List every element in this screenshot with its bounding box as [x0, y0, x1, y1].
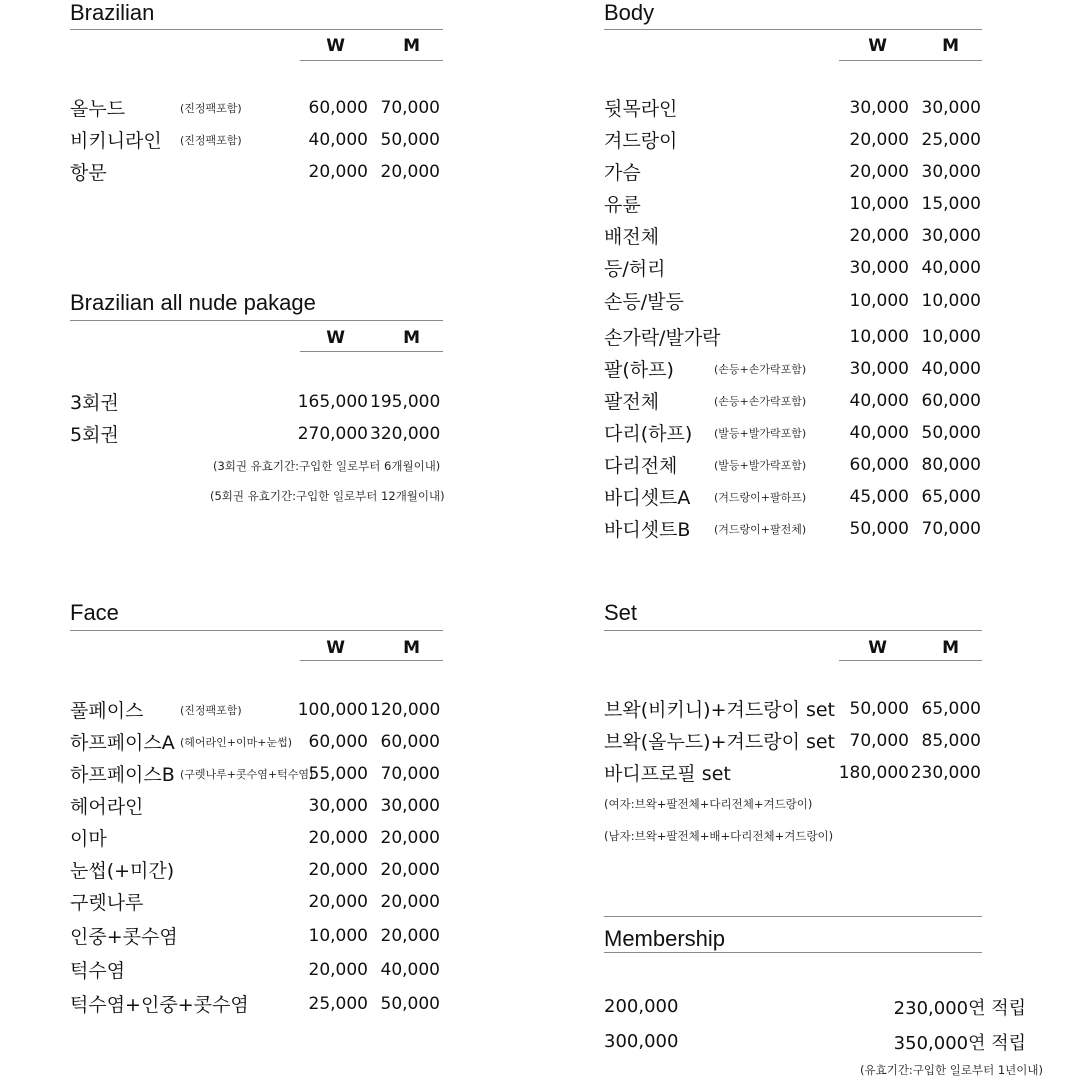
price-w: 20,000: [849, 162, 909, 182]
price-w: 50,000: [849, 699, 909, 719]
set-note: (남자:브왁+팔전체+배+다리전체+겨드랑이): [604, 829, 834, 843]
package-title: Brazilian all nude pakage: [70, 290, 316, 315]
price-w: 20,000: [308, 828, 368, 848]
item-note: (발등+발가락포함): [714, 459, 807, 472]
divider: [300, 660, 443, 661]
item-name: 등/허리: [604, 258, 666, 280]
price-m: 195,000: [370, 392, 441, 412]
item-note: (진정팩포함): [180, 704, 242, 717]
divider: [839, 660, 982, 661]
item-note: (구렛나루+콧수염+턱수염): [180, 768, 314, 781]
price-w: 10,000: [849, 291, 909, 311]
item-note: (손등+손가락포함): [714, 363, 807, 376]
item-name: 턱수염+인중+콧수염: [70, 994, 249, 1016]
column-w-header: W: [326, 638, 345, 658]
price-w: 25,000: [308, 994, 368, 1014]
membership-amount: 300,000: [604, 1031, 679, 1052]
item-note: (겨드랑이+팔전체): [714, 523, 807, 536]
price-w: 30,000: [849, 258, 909, 278]
price-w: 60,000: [849, 455, 909, 475]
set-note: (여자:브왁+팔전체+다리전체+겨드랑이): [604, 797, 813, 811]
item-name: 팔(하프): [604, 359, 674, 381]
brazilian-section: [70, 0, 450, 200]
price-m: 40,000: [380, 960, 440, 980]
item-name: 브왁(비키니)+겨드랑이 set: [604, 699, 836, 721]
price-m: 30,000: [921, 98, 981, 118]
divider: [604, 29, 982, 30]
price-m: 70,000: [380, 764, 440, 784]
price-m: 30,000: [380, 796, 440, 816]
item-note: (손등+손가락포함): [714, 395, 807, 408]
divider: [70, 320, 443, 321]
price-m: 85,000: [921, 731, 981, 751]
column-m-header: M: [403, 638, 420, 658]
item-note: (겨드랑이+팔하프): [714, 491, 807, 504]
price-w: 20,000: [308, 892, 368, 912]
divider: [300, 60, 443, 61]
item-name: 바디셋트B: [604, 519, 691, 541]
price-m: 50,000: [380, 994, 440, 1014]
item-name: 가슴: [604, 162, 641, 184]
column-w-header: W: [326, 36, 345, 56]
column-m-header: M: [403, 328, 420, 348]
item-name: 구렛나루: [70, 892, 144, 914]
item-name: 손등/발등: [604, 291, 684, 313]
item-note: (발등+발가락포함): [714, 427, 807, 440]
price-m: 10,000: [921, 291, 981, 311]
divider: [839, 60, 982, 61]
price-m: 20,000: [380, 860, 440, 880]
item-name: 다리(하프): [604, 423, 693, 445]
price-m: 20,000: [380, 162, 440, 182]
item-name: 헤어라인: [70, 796, 144, 818]
face-section: [70, 600, 450, 1030]
item-name: 비키니라인: [70, 130, 162, 152]
package-note: (3회권 유효기간:구입한 일로부터 6개월이내): [213, 459, 441, 473]
price-w: 55,000: [308, 764, 368, 784]
divider: [604, 630, 982, 631]
price-m: 50,000: [921, 423, 981, 443]
item-name: 항문: [70, 162, 107, 184]
price-w: 50,000: [849, 519, 909, 539]
price-m: 40,000: [921, 359, 981, 379]
price-m: 50,000: [380, 130, 440, 150]
membership-section: [604, 916, 1043, 1080]
price-w: 60,000: [308, 98, 368, 118]
set-title: Set: [604, 600, 638, 625]
brazilian-title: Brazilian: [70, 0, 155, 25]
item-name: 올누드: [70, 98, 126, 120]
item-name: 다리전체: [604, 455, 678, 477]
item-name: 바디프로필 set: [604, 763, 731, 785]
price-w: 270,000: [297, 424, 368, 444]
price-m: 30,000: [921, 162, 981, 182]
column-m-header: M: [942, 36, 959, 56]
item-name: 하프페이스A: [70, 732, 175, 754]
price-m: 20,000: [380, 892, 440, 912]
item-note: (진정팩포함): [180, 134, 242, 147]
price-m: 320,000: [370, 424, 441, 444]
price-m: 70,000: [921, 519, 981, 539]
price-w: 45,000: [849, 487, 909, 507]
divider: [70, 630, 443, 631]
item-name: 겨드랑이: [604, 130, 678, 152]
body-section: [604, 0, 984, 560]
price-m: 60,000: [921, 391, 981, 411]
divider: [604, 952, 982, 953]
item-name: 유륜: [604, 194, 641, 216]
price-w: 40,000: [308, 130, 368, 150]
price-w: 10,000: [849, 194, 909, 214]
divider: [604, 916, 982, 917]
price-w: 60,000: [308, 732, 368, 752]
price-w: 10,000: [308, 926, 368, 946]
price-m: 20,000: [380, 828, 440, 848]
price-m: 70,000: [380, 98, 440, 118]
price-m: 25,000: [921, 130, 981, 150]
price-w: 20,000: [308, 162, 368, 182]
price-w: 30,000: [849, 359, 909, 379]
package-note: (5회권 유효기간:구입한 일로부터 12개월이내): [210, 489, 445, 503]
price-w: 20,000: [308, 860, 368, 880]
price-w: 100,000: [297, 700, 368, 720]
package-section: [70, 290, 450, 520]
price-w: 20,000: [849, 226, 909, 246]
column-m-header: M: [942, 638, 959, 658]
price-m: 80,000: [921, 455, 981, 475]
item-name: 인중+콧수염: [70, 926, 178, 948]
item-name: 턱수염: [70, 960, 126, 982]
price-w: 30,000: [308, 796, 368, 816]
price-m: 60,000: [380, 732, 440, 752]
item-name: 브왁(올누드)+겨드랑이 set: [604, 731, 836, 753]
column-w-header: W: [868, 638, 887, 658]
body-title: Body: [604, 0, 655, 25]
divider: [70, 29, 443, 30]
price-w: 40,000: [849, 423, 909, 443]
price-m: 65,000: [921, 487, 981, 507]
price-m: 40,000: [921, 258, 981, 278]
price-w: 40,000: [849, 391, 909, 411]
price-m: 20,000: [380, 926, 440, 946]
price-w: 20,000: [308, 960, 368, 980]
item-name: 손가락/발가락: [604, 327, 721, 349]
item-name: 3회권: [70, 392, 119, 414]
price-w: 20,000: [849, 130, 909, 150]
membership-note: (유효기간:구입한 일로부터 1년이내): [860, 1063, 1043, 1077]
item-note: (진정팩포함): [180, 102, 242, 115]
face-title: Face: [70, 600, 119, 625]
price-m: 65,000: [921, 699, 981, 719]
price-w: 30,000: [849, 98, 909, 118]
membership-reward: 350,000연 적립: [893, 1033, 1026, 1054]
membership-title: Membership: [604, 926, 726, 951]
item-name: 바디셋트A: [604, 487, 691, 509]
item-name: 5회권: [70, 424, 119, 446]
item-name: 하프페이스B: [70, 764, 175, 786]
price-w: 180,000: [838, 763, 909, 783]
item-name: 풀페이스: [70, 700, 144, 722]
membership-amount: 200,000: [604, 996, 679, 1017]
divider: [300, 351, 443, 352]
item-name: 배전체: [604, 226, 660, 248]
item-note: (헤어라인+이마+눈썹): [180, 736, 293, 749]
item-name: 뒷목라인: [604, 98, 678, 120]
set-section: [604, 600, 984, 860]
column-w-header: W: [868, 36, 887, 56]
item-name: 이마: [70, 828, 107, 850]
price-m: 15,000: [921, 194, 981, 214]
item-name: 눈썹(+미간): [70, 860, 175, 882]
price-m: 10,000: [921, 327, 981, 347]
price-m: 230,000: [910, 763, 981, 783]
membership-reward: 230,000연 적립: [893, 998, 1026, 1019]
price-m: 120,000: [370, 700, 441, 720]
price-w: 70,000: [849, 731, 909, 751]
price-w: 165,000: [297, 392, 368, 412]
item-name: 팔전체: [604, 391, 660, 413]
price-w: 10,000: [849, 327, 909, 347]
price-m: 30,000: [921, 226, 981, 246]
column-m-header: M: [403, 36, 420, 56]
column-w-header: W: [326, 328, 345, 348]
